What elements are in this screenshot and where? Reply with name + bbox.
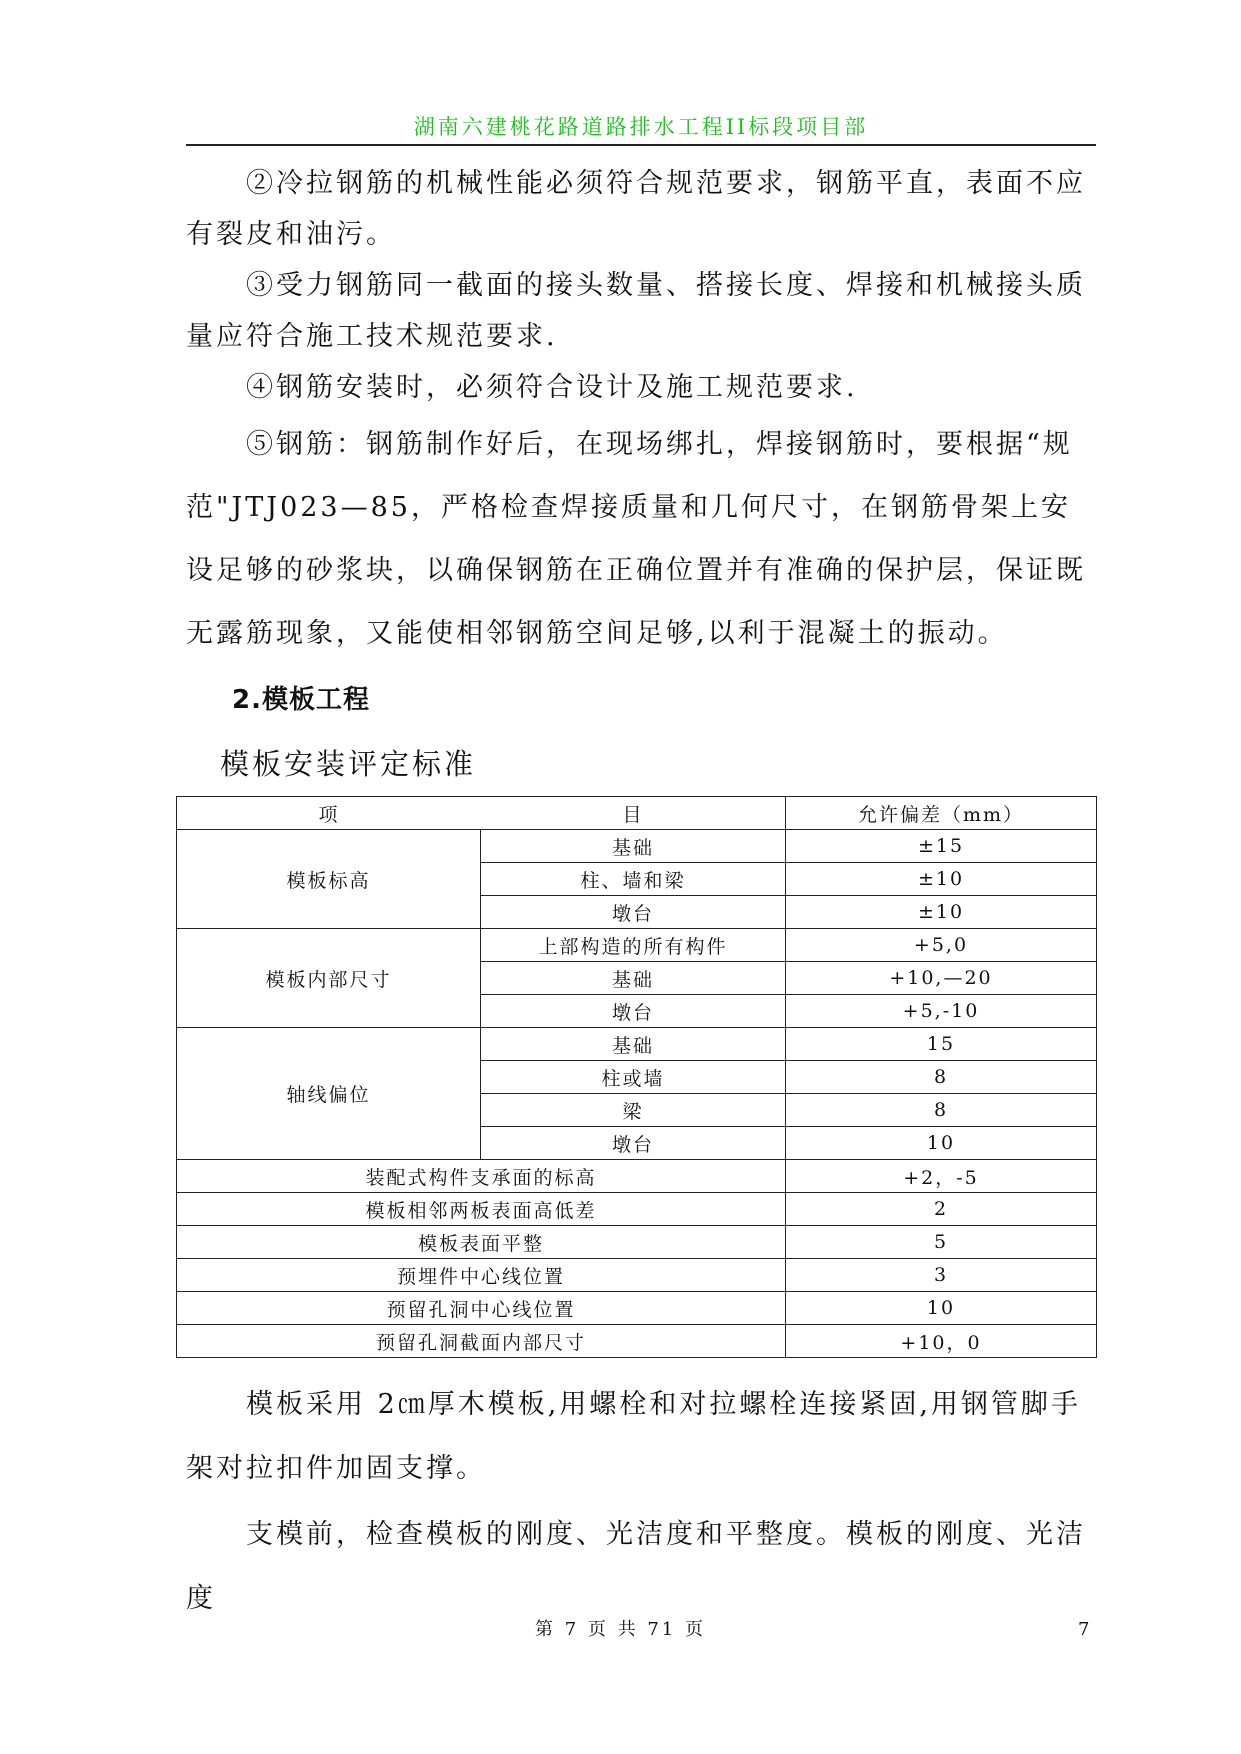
item-cell: 装配式构件支承面的标高: [177, 1160, 786, 1193]
sub-item-cell: 基础: [481, 830, 786, 863]
group-name-cell: 模板标高: [177, 830, 481, 929]
tolerance-cell: +5,0: [786, 929, 1097, 962]
tolerance-cell: 10: [786, 1292, 1097, 1325]
paragraph-formwork-material: 模板采用 2㎝厚木模板,用螺栓和对拉螺栓连接紧固,用钢管脚手架对拉扣件加固支撑。: [186, 1389, 1081, 1484]
table-header-row: [177, 797, 1097, 830]
table-title: 模板安装评定标准: [220, 747, 477, 781]
tolerance-cell: 5: [786, 1226, 1097, 1259]
sub-item-cell: 基础: [481, 962, 786, 995]
page-number: 7: [1078, 1619, 1090, 1640]
sub-item-cell: 墩台: [481, 995, 786, 1028]
tolerance-cell: +2，-5: [786, 1160, 1097, 1193]
sub-item-cell: 梁: [481, 1094, 786, 1127]
header-tolerance-cell: 允许偏差（mm）: [786, 797, 1097, 830]
tolerance-cell: 8: [786, 1094, 1097, 1127]
table-row: [177, 1292, 1097, 1325]
item-cell: 预埋件中心线位置: [177, 1259, 786, 1292]
item-cell: 预留孔洞中心线位置: [177, 1292, 786, 1325]
tolerance-cell: ±10: [786, 863, 1097, 896]
item-cell: 预留孔洞截面内部尺寸: [177, 1325, 786, 1358]
tolerance-cell: +5,-10: [786, 995, 1097, 1028]
paragraph-formwork-check: 支模前，检查模板的刚度、光洁度和平整度。模板的刚度、光洁度: [186, 1519, 1086, 1614]
table-row: [177, 1193, 1097, 1226]
table-row: [177, 1325, 1097, 1358]
document-header: 湖南六建桃花路道路排水工程II标段项目部: [186, 110, 1096, 146]
header-item-cell: [177, 797, 786, 830]
tolerance-cell: +10,—20: [786, 962, 1097, 995]
paragraph-rebar-welding: ⑤钢筋：钢筋制作好后，在现场绑扎，焊接钢筋时，要根据“规范"JTJ023—85，严格检查焊接质量和几何尺寸，在钢筋骨架上安设足够的砂浆块，以确保钢筋在正确位置并有准确的保护层，保证既无露筋现象，又能使相邻钢筋空间足够,以利于混凝土的振动。: [186, 429, 1086, 649]
header-item-left: 项: [318, 803, 340, 826]
tolerance-cell: 15: [786, 1028, 1097, 1061]
table-row: [177, 1259, 1097, 1292]
header-item-right: 目: [622, 803, 644, 826]
tolerance-cell: ±15: [786, 830, 1097, 863]
table-row: [177, 1226, 1097, 1259]
tolerance-cell: 8: [786, 1061, 1097, 1094]
page-count-label: 第 7 页 共 71 页: [535, 1619, 706, 1640]
section-heading-formwork: 2.模板工程: [232, 685, 370, 715]
tolerance-cell: 2: [786, 1193, 1097, 1226]
tolerance-cell: 3: [786, 1259, 1097, 1292]
table-row: [177, 1160, 1097, 1193]
sub-item-cell: 墩台: [481, 1127, 786, 1160]
group-name-cell: 轴线偏位: [177, 1028, 481, 1160]
tolerance-cell: ±10: [786, 896, 1097, 929]
item-cell: 模板相邻两板表面高低差: [177, 1193, 786, 1226]
table-row: [177, 929, 1097, 962]
sub-item-cell: 基础: [481, 1028, 786, 1061]
group-name-cell: 模板内部尺寸: [177, 929, 481, 1028]
formwork-tolerance-table: [176, 796, 1097, 1358]
paragraph-rebar-install: ④钢筋安装时，必须符合设计及施工规范要求.: [186, 372, 858, 403]
tolerance-cell: +10，0: [786, 1325, 1097, 1358]
table-row: [177, 1028, 1097, 1061]
table-row: [177, 830, 1097, 863]
sub-item-cell: 柱、墙和梁: [481, 863, 786, 896]
sub-item-cell: 墩台: [481, 896, 786, 929]
paragraph-stressed-rebar: ③受力钢筋同一截面的接头数量、搭接长度、焊接和机械接头质量应符合施工技术规范要求.: [186, 270, 1086, 352]
paragraph-cold-drawn-rebar: ②冷拉钢筋的机械性能必须符合规范要求，钢筋平直，表面不应有裂皮和油污。: [186, 168, 1086, 250]
item-cell: 模板表面平整: [177, 1226, 786, 1259]
sub-item-cell: 上部构造的所有构件: [481, 929, 786, 962]
sub-item-cell: 柱或墙: [481, 1061, 786, 1094]
tolerance-cell: 10: [786, 1127, 1097, 1160]
